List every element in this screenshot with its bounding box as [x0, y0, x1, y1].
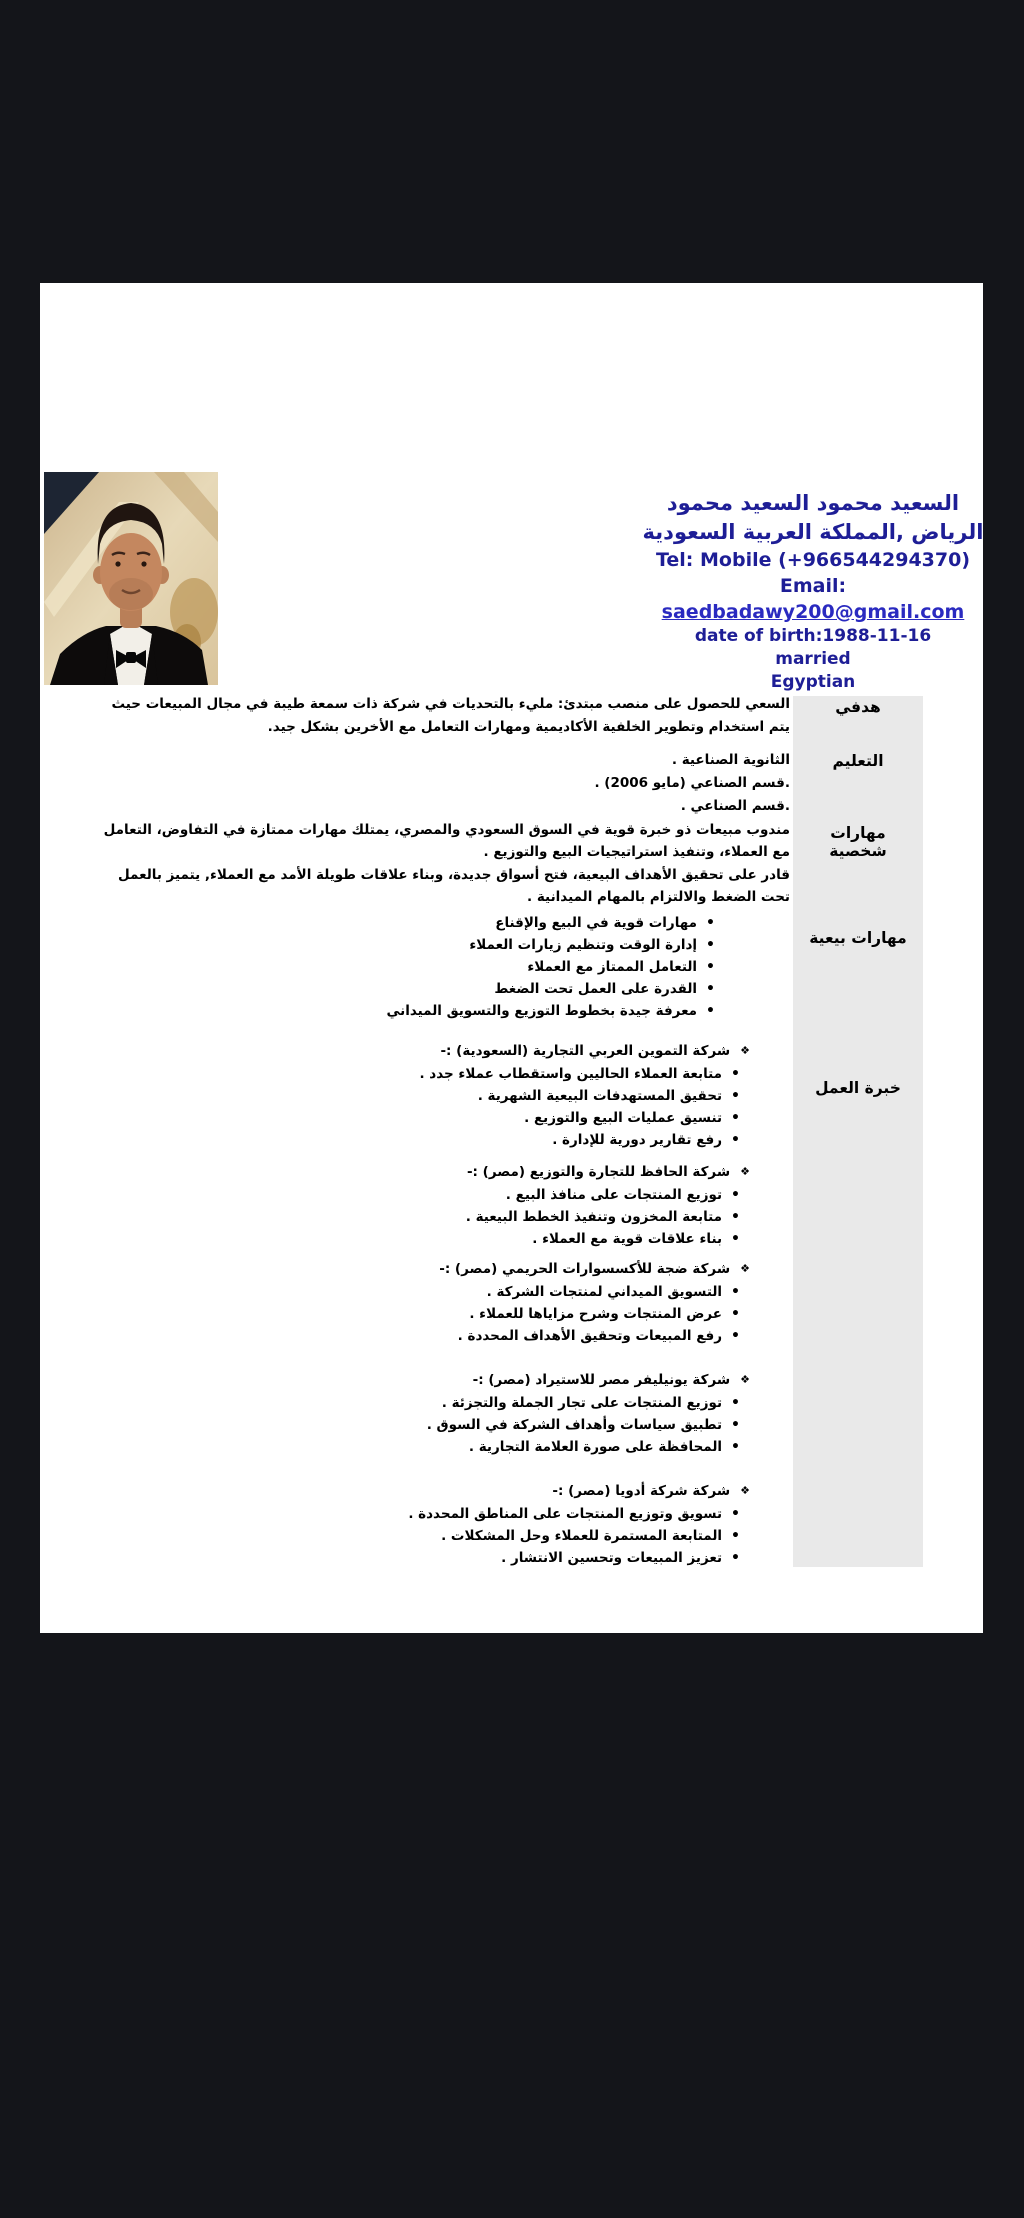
list-item: • المحافظة على صورة العلامة التجارية . [95, 1436, 790, 1458]
diamond-bullet-icon: ❖ [740, 1044, 750, 1057]
list-item: • القدرة على العمل تحت الضغط [95, 978, 790, 1000]
company-name: ❖ شركة شركة أدويا (مصر) :- [95, 1480, 790, 1503]
dot-bullet-icon: • [706, 915, 715, 931]
list-item: • تحقيق المستهدفات البيعية الشهرية . [95, 1085, 790, 1107]
list-item: • بناء علاقات قوية مع العملاء . [95, 1228, 790, 1250]
section-label-experience: خبرة العمل [815, 1079, 901, 1097]
dot-bullet-icon: • [731, 1132, 740, 1148]
company-name: ❖ شركة يونيليفر مصر للاستيراد (مصر) :- [95, 1369, 790, 1392]
dot-bullet-icon: • [706, 981, 715, 997]
profile-photo-graphic [44, 472, 218, 685]
section-label-objective: هدفي [835, 698, 881, 716]
personal-skills-section [95, 819, 790, 909]
dot-bullet-icon: • [731, 1395, 740, 1411]
list-item: • توزيع المنتجات على تجار الجملة والتجزئة . [95, 1392, 790, 1414]
list-item: • إدارة الوقت وتنظيم زيارات العملاء [95, 934, 790, 956]
profile-photo [44, 472, 218, 685]
education-line: .قسم الصناعي . [680, 797, 790, 814]
dot-bullet-icon: • [706, 959, 715, 975]
email-line [638, 573, 988, 625]
marital-status: married [775, 649, 851, 669]
dot-bullet-icon: • [731, 1231, 740, 1247]
dot-bullet-icon: • [731, 1328, 740, 1344]
list-item: • معرفة جيدة بخطوط التوزيع والتسويق الميداني [95, 1000, 790, 1022]
list-item: • توزيع المنتجات على منافذ البيع . [95, 1184, 790, 1206]
list-item: • المتابعة المستمرة للعملاء وحل المشكلات . [95, 1525, 790, 1547]
cv-page [40, 283, 983, 1633]
education-line: .قسم الصناعي (مايو 2006) . [594, 774, 790, 791]
diamond-bullet-icon: ❖ [740, 1373, 750, 1386]
list-item: • متابعة المخزون وتنفيذ الخطط البيعية . [95, 1206, 790, 1228]
nationality: Egyptian [770, 672, 856, 692]
list-item: • رفع تقارير دورية للإدارة . [95, 1129, 790, 1151]
dot-bullet-icon: • [706, 1003, 715, 1019]
dot-bullet-icon: • [731, 1187, 740, 1203]
company-name: ❖ شركة الحافظ للتجارة والتوزيع (مصر) :- [95, 1161, 790, 1184]
experience-section [95, 1040, 790, 1569]
list-item: • عرض المنتجات وشرح مزاياها للعملاء . [95, 1303, 790, 1325]
dot-bullet-icon: • [731, 1066, 740, 1082]
dot-bullet-icon: • [731, 1550, 740, 1566]
email-link[interactable]: saedbadawy200@gmail.com [661, 601, 965, 623]
list-item: • متابعة العملاء الحاليين واستقطاب عملاء جدد . [95, 1063, 790, 1085]
experience-company [95, 1369, 790, 1458]
phone-line: Tel: Mobile (+966544294370) [655, 549, 971, 571]
list-item: • تعزيز المبيعات وتحسين الانتشار . [95, 1547, 790, 1569]
candidate-name: السعيد محمود السعيد محمود [666, 491, 960, 515]
sales-skills-section [95, 912, 790, 1022]
candidate-location: الرياض ,المملكة العربية السعودية [642, 520, 984, 544]
objective-section [95, 693, 790, 738]
company-name: ❖ شركة ضجة للأكسسوارات الحريمي (مصر) :- [95, 1258, 790, 1281]
diamond-bullet-icon: ❖ [740, 1484, 750, 1497]
company-name: ❖ شركة التموين العربي التجارية (السعودية) :- [95, 1040, 790, 1063]
experience-company [95, 1258, 790, 1347]
list-item: • تسويق وتوزيع المنتجات على المناطق المحددة . [95, 1503, 790, 1525]
section-label-education: التعليم [832, 752, 884, 770]
list-item: • التسويق الميداني لمنتجات الشركة . [95, 1281, 790, 1303]
list-item: • مهارات قوية في البيع والإقناع [95, 912, 790, 934]
education-section [95, 749, 790, 817]
section-label-sales-skills: مهارات بيعية [809, 929, 907, 947]
dot-bullet-icon: • [731, 1284, 740, 1300]
list-item: • تنسيق عمليات البيع والتوزيع . [95, 1107, 790, 1129]
experience-company [95, 1040, 790, 1151]
contact-header [638, 489, 988, 694]
dot-bullet-icon: • [731, 1306, 740, 1322]
experience-company [95, 1161, 790, 1250]
list-item: • التعامل الممتاز مع العملاء [95, 956, 790, 978]
list-item: • رفع المبيعات وتحقيق الأهداف المحددة . [95, 1325, 790, 1347]
dot-bullet-icon: • [731, 1110, 740, 1126]
section-label-personal-skills: مهارات شخصية [829, 824, 887, 860]
personal-skills-text: قادر على تحقيق الأهداف البيعية، فتح أسواق جديدة، وبناء علاقات طويلة الأمد مع العملاء, يتميز بالعمل تحت الضغط والالتزام بالمهام الميدانية . [117, 866, 790, 906]
dot-bullet-icon: • [731, 1209, 740, 1225]
objective-text: السعي للحصول على منصب مبتدئ: مليء بالتحديات في شركة ذات سمعة طيبة في مجال المبيعات حيث يتم استخدام وتطوير الخلفية الأكاديمية ومهارات التعامل مع الأخرين بشكل جيد. [111, 696, 790, 735]
dot-bullet-icon: • [731, 1417, 740, 1433]
personal-skills-text: مندوب مبيعات ذو خبرة قوية في السوق السعودي والمصري، يمتلك مهارات ممتازة في التفاوض، التعامل مع العملاء، وتنفيذ استراتيجيات البيع والتوزيع . [103, 822, 790, 861]
dot-bullet-icon: • [731, 1439, 740, 1455]
experience-company [95, 1480, 790, 1569]
diamond-bullet-icon: ❖ [740, 1165, 750, 1178]
education-line: الثانوية الصناعية . [671, 752, 790, 768]
dot-bullet-icon: • [706, 937, 715, 953]
dot-bullet-icon: • [731, 1506, 740, 1522]
diamond-bullet-icon: ❖ [740, 1262, 750, 1275]
dot-bullet-icon: • [731, 1528, 740, 1544]
dot-bullet-icon: • [731, 1088, 740, 1104]
birth-date-line: date of birth:1988-11-16 [694, 626, 932, 646]
list-item: • تطبيق سياسات وأهداف الشركة في السوق . [95, 1414, 790, 1436]
email-label: Email: [779, 575, 847, 597]
